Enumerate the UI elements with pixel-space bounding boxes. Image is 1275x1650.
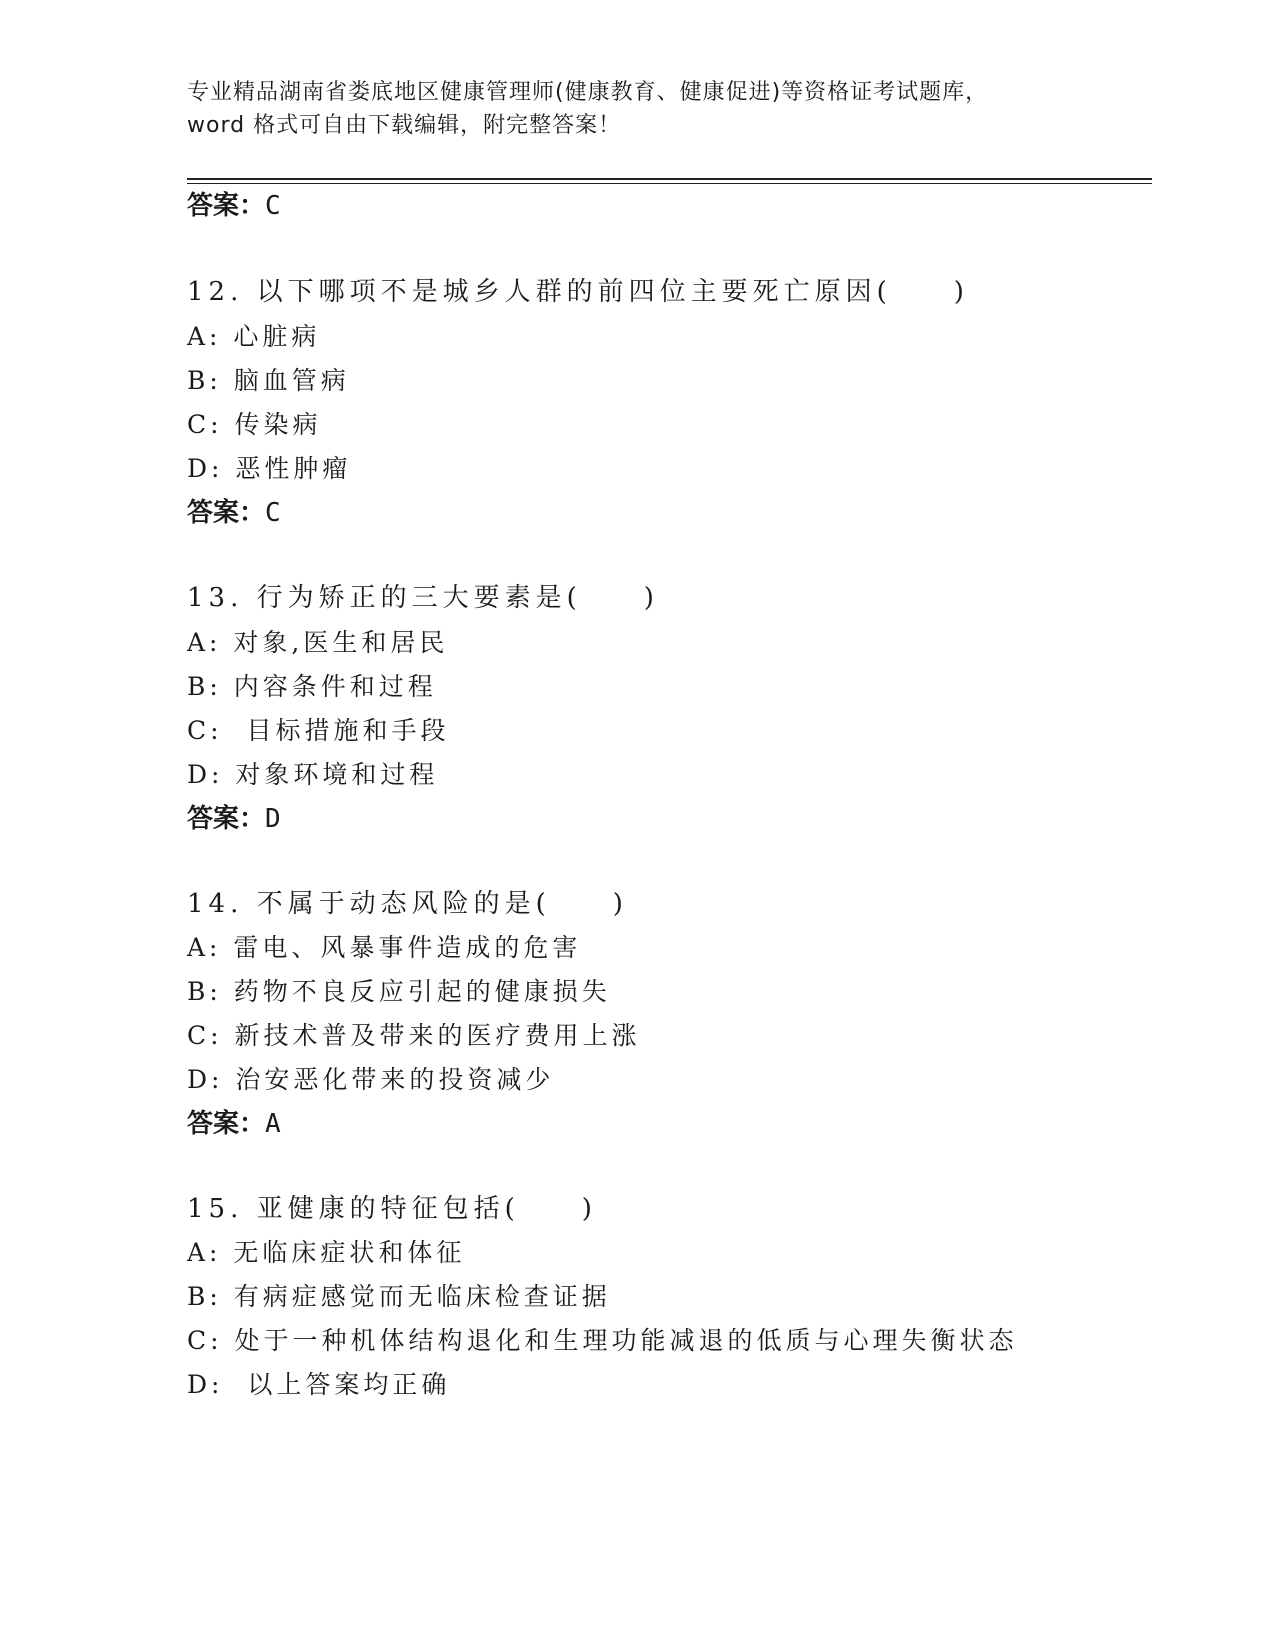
header-title-line-2: word 格式可自由下载编辑，附完整答案！ [187, 113, 622, 138]
question-15-option-b: B: 有病症感觉而无临床检查证据 [187, 1282, 611, 1311]
question-12-option-d: D: 恶性肿瘤 [187, 454, 352, 483]
question-13-option-a: A: 对象,医生和居民 [187, 628, 449, 657]
question-14-option-b: B: 药物不良反应引起的健康损失 [187, 977, 611, 1006]
question-13-text: 13. 行为矫正的三大要素是( ) [187, 583, 659, 613]
question-12-option-c: C: 传染病 [187, 410, 322, 439]
question-15-option-c: C: 处于一种机体结构退化和生理功能减退的低质与心理失衡状态 [187, 1326, 1018, 1355]
answer-value: C [265, 191, 281, 221]
question-14-option-a: A: 雷电、风暴事件造成的危害 [187, 933, 582, 962]
question-13-answer [187, 802, 281, 836]
question-14-answer [187, 1107, 281, 1141]
header-divider-thin [187, 183, 1152, 184]
question-13-option-b: B: 内容条件和过程 [187, 672, 437, 701]
answer-value: C [265, 498, 281, 528]
question-12-answer [187, 496, 281, 530]
answer-label: 答案： [187, 498, 266, 528]
question-15-option-a: A: 无临床症状和体征 [187, 1238, 466, 1267]
question-13-option-c: C: 目标措施和手段 [187, 716, 450, 745]
question-14-text: 14. 不属于动态风险的是( ) [187, 889, 628, 919]
header-divider-thick [187, 178, 1152, 180]
question-12-option-b: B: 脑血管病 [187, 366, 350, 395]
question-15-option-d: D: 以上答案均正确 [187, 1370, 451, 1399]
answer-value: A [265, 1109, 281, 1139]
question-13-option-d: D: 对象环境和过程 [187, 760, 439, 789]
answer-line [187, 189, 281, 223]
question-12-option-a: A: 心脏病 [187, 322, 321, 351]
answer-value: D [265, 804, 281, 834]
answer-label: 答案： [187, 804, 266, 834]
page-header [187, 76, 1087, 142]
answer-label: 答案： [187, 1109, 266, 1139]
question-15-text: 15. 亚健康的特征包括( ) [187, 1194, 597, 1224]
answer-label: 答案： [187, 191, 266, 221]
question-12-text: 12. 以下哪项不是城乡人群的前四位主要死亡原因( ) [187, 277, 969, 307]
question-14-option-c: C: 新技术普及带来的医疗费用上涨 [187, 1021, 641, 1050]
header-title-line-1: 专业精品湖南省娄底地区健康管理师(健康教育、健康促进)等资格证考试题库， [187, 80, 989, 105]
question-14-option-d: D: 治安恶化带来的投资减少 [187, 1065, 555, 1094]
